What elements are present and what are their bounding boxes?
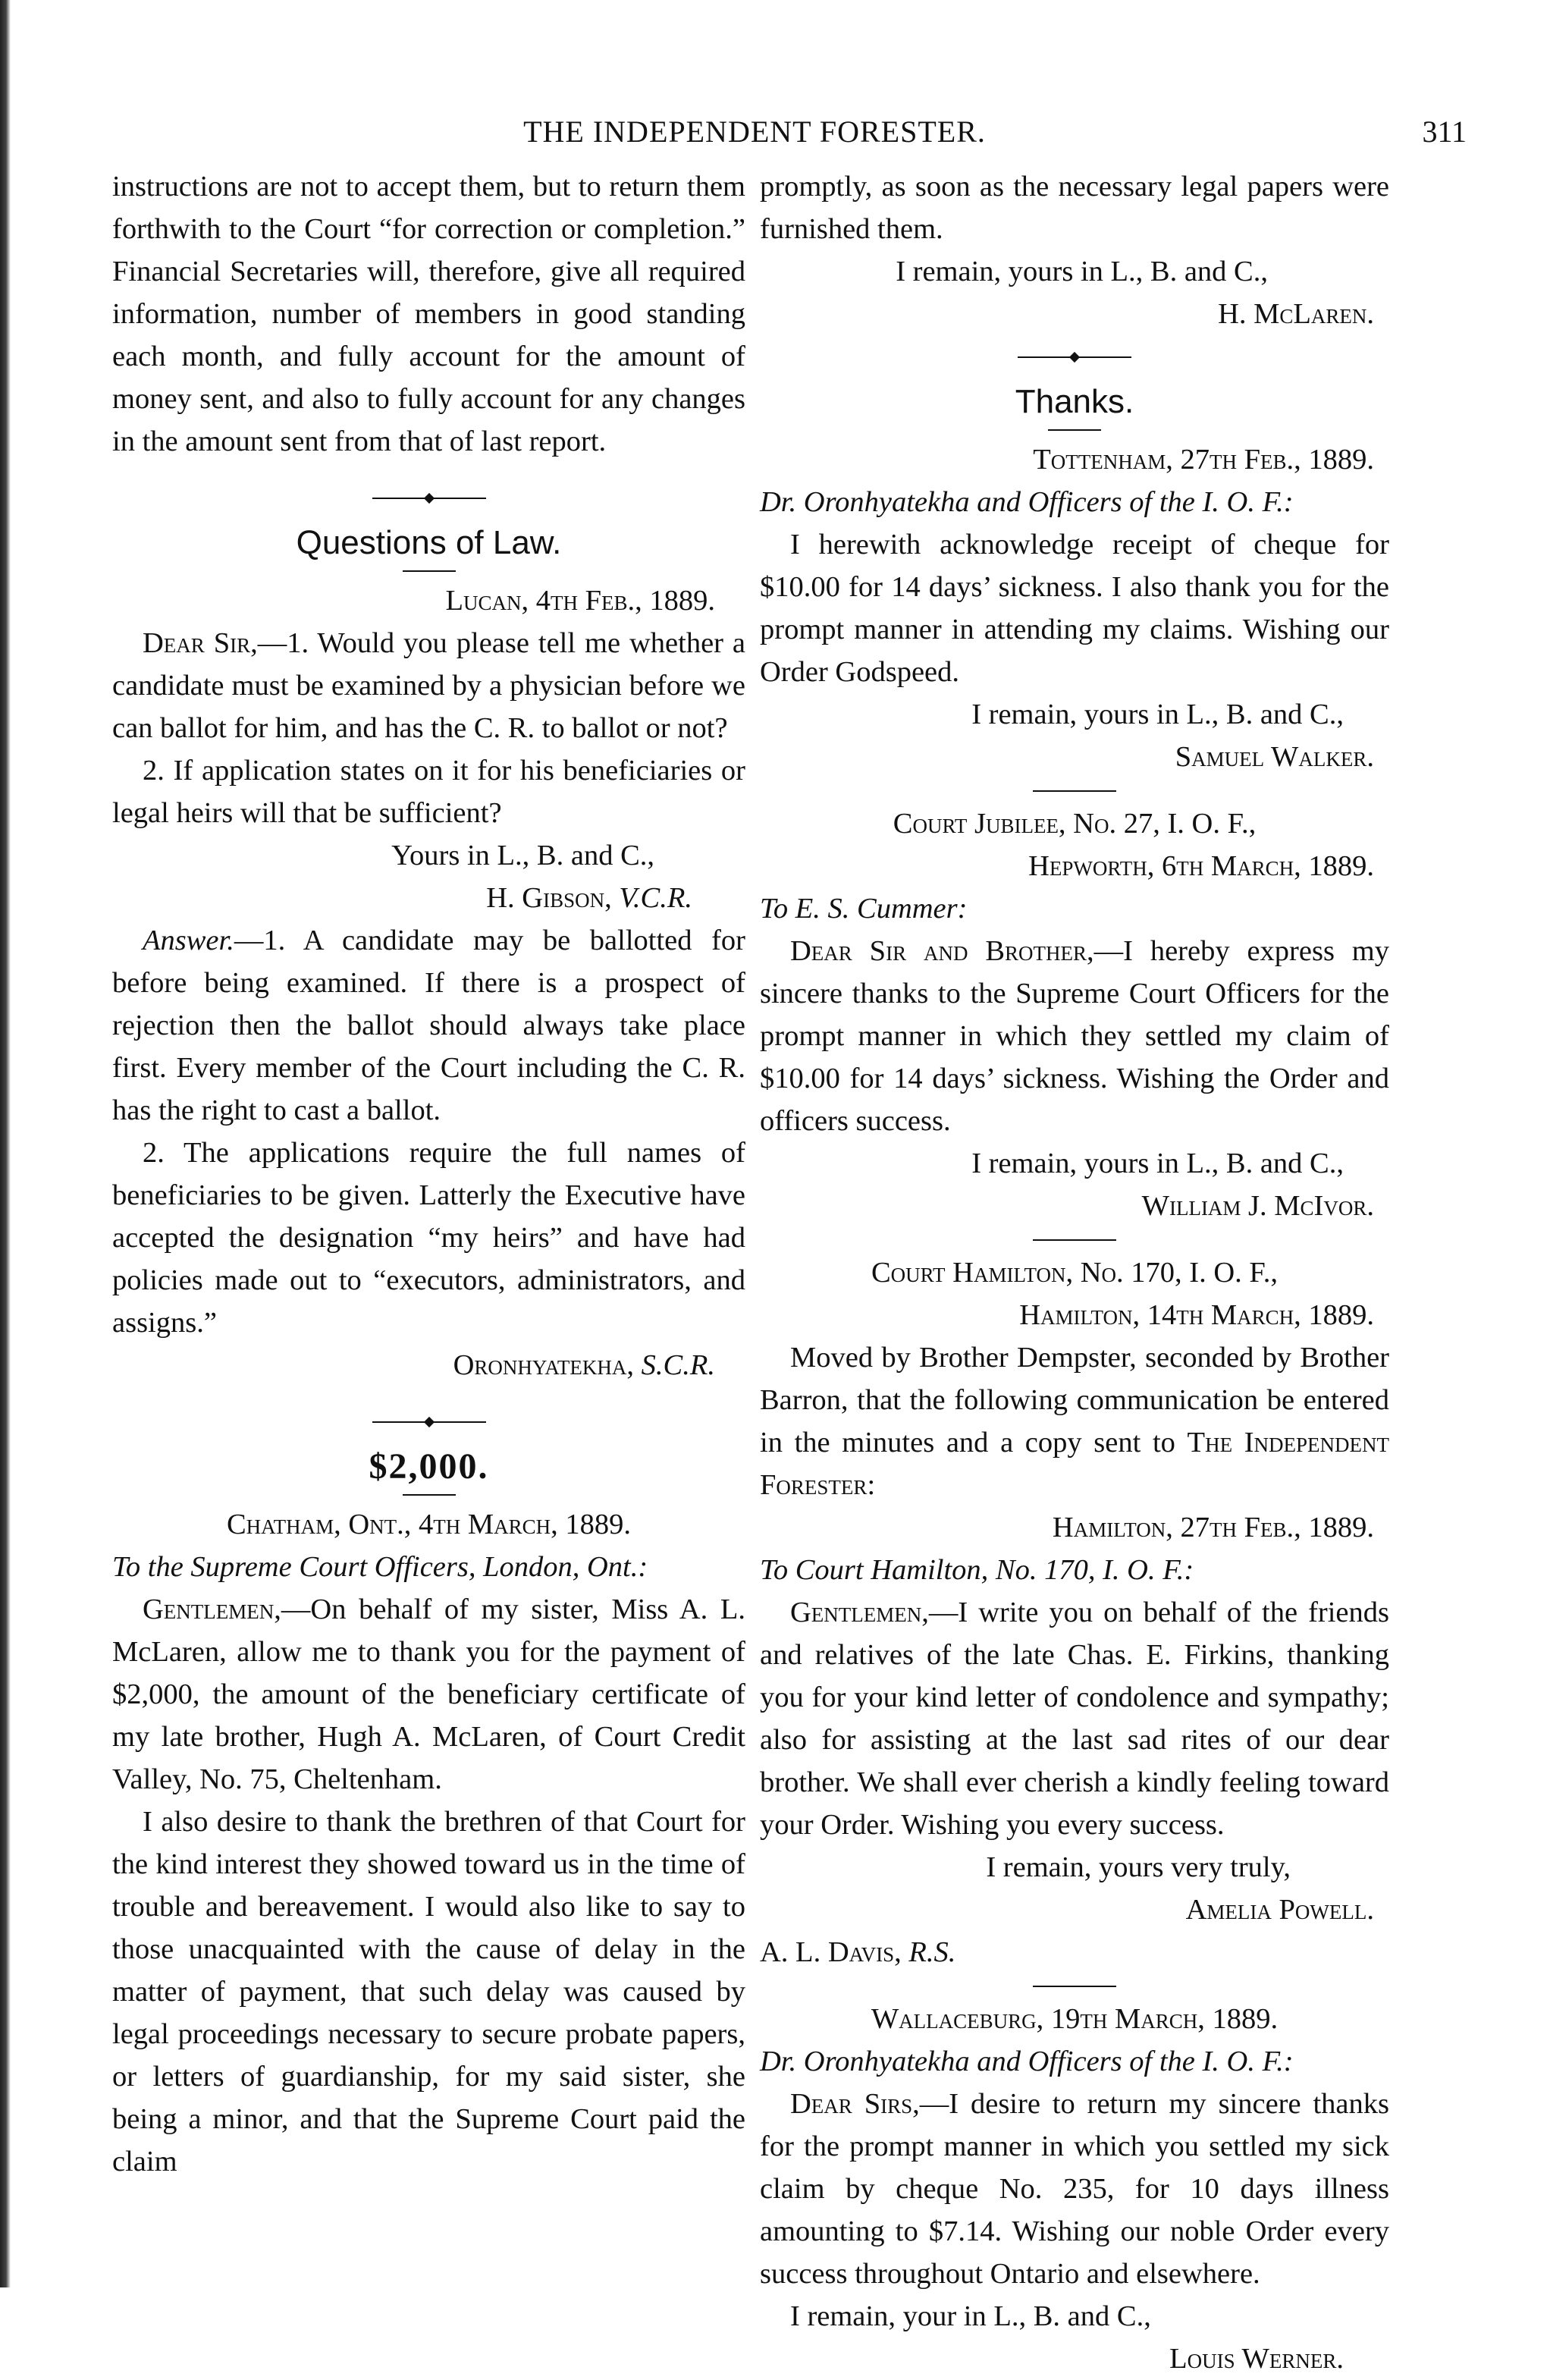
letter4-dateline: Wallaceburg, 19th March, 1889. (871, 2003, 1279, 2035)
amount-dateline: Chatham, Ont., 4th March, 1889. (226, 1509, 632, 1540)
questions-dateline: Lucan, 4th Feb., 1889. (445, 585, 715, 617)
letter1-dateline: Tottenham, 27th Feb., 1889. (1033, 444, 1374, 476)
heading-rule (403, 570, 456, 572)
section-divider (1018, 352, 1131, 363)
intro-paragraph: instructions are not to accept them, but to return them forthwith to the Court “for correction or completion.” Financial Secretaries will, therefore, give all required information, number of members in good standing each month, and fully account for the amount of money sent, and also to fully account for any changes in the amount sent from that of last report. (112, 171, 745, 457)
questions-heading: Questions of Law. (296, 524, 562, 561)
right-column (760, 165, 1389, 2380)
letter3-court: Court Hamilton, No. 170, I. O. F., (871, 1257, 1278, 1289)
answer-signature: Oronhyatekha, S.C.R. (453, 1349, 715, 1381)
letter2-dateline: Hepworth, 6th March, 1889. (1028, 850, 1374, 882)
left-column (112, 165, 745, 2183)
letter-divider (1033, 1239, 1116, 1241)
letter3-signature: Amelia Powell. (1185, 1894, 1374, 1926)
letter4-addressee: Dr. Oronhyatekha and Officers of the I. O. F.: (760, 2046, 1294, 2077)
question-salutation: Dear Sir,— (143, 627, 287, 659)
answer-label: Answer. (143, 925, 234, 956)
answer-2: 2. The applications require the full names of beneficiaries to be given. Latterly the Executive have accepted the designation “my heirs” and have had policies made out to “executors, administrators, and assigns.” (112, 1137, 745, 1339)
letter3-addressee: To Court Hamilton, No. 170, I. O. F.: (760, 1554, 1194, 1586)
letter1-closing: I remain, yours in L., B. and C., (971, 699, 1344, 730)
amount-addressee: To the Supreme Court Officers, London, Ont.: (112, 1551, 648, 1583)
section-divider (372, 493, 486, 504)
amount-heading: $2,000. (369, 1446, 489, 1487)
letter4-body: Dear Sirs,—I desire to return my sincere thanks for the prompt manner in which you settled my sick claim by cheque No. 235, for 10 days illness amounting to $7.14. Wishing our noble Order every success throughout Ontario and elsewhere. (760, 2088, 1389, 2290)
letter1-body: I herewith acknowledge receipt of cheque for $10.00 for 14 days’ sickness. I also thank you for the prompt manner in attending my claims. Wishing our Order Godspeed. (760, 529, 1389, 688)
question-2: 2. If application states on it for his beneficiaries or legal heirs will that be sufficient? (112, 755, 745, 829)
continuation-paragraph: promptly, as soon as the necessary legal papers were furnished them. (760, 171, 1389, 245)
running-header (455, 114, 1467, 159)
letter2-body: Dear Sir and Brother,—I hereby express my sincere thanks to the Supreme Court Officers for the prompt manner in which they settled my claim of $10.00 for 14 days’ sickness. Wishing the Order and officers success. (760, 935, 1389, 1137)
questions-signature: H. Gibson, V.C.R. (486, 882, 692, 914)
letter3-intro: Moved by Brother Dempster, seconded by Brother Barron, that the following communication be entered in the minutes and a copy sent to The Independent Forester: (760, 1342, 1390, 1501)
letter2-addressee: To E. S. Cummer: (760, 893, 968, 925)
letter2-closing: I remain, yours in L., B. and C., (971, 1148, 1344, 1179)
letter3-closing: I remain, yours very truly, (986, 1851, 1291, 1883)
letter3-dateline: Hamilton, 14th March, 1889. (1019, 1299, 1374, 1331)
letter3-body: Gentlemen,—I write you on behalf of the friends and relatives of the late Chas. E. Firkins, thanking you for your kind letter of condolence and sympathy; also for assisting at the last sad rites of our dear brother. We shall ever cherish a kindly feeling toward your Order. Wishing you every success. (760, 1597, 1389, 1841)
answer-1: Answer.—1. A candidate may be ballotted for before being examined. If there is a prospect of rejection then the ballot should always take place first. Every member of the Court including the C. R. has the right to cast a ballot. (112, 925, 745, 1126)
amount-paragraph-1: Gentlemen,—On behalf of my sister, Miss A. L. McLaren, allow me to thank you for the payment of $2,000, the amount of the beneficiary certificate of my late brother, Hugh A. McLaren, of Court Credit Valley, No. 75, Cheltenham. (112, 1593, 745, 1795)
amount-paragraph-2: I also desire to thank the brethren of that Court for the kind interest they showed toward us in the time of trouble and bereavement. I would also like to say to those unacquainted with the cause of delay in the matter of payment, that such delay was caused by legal proceedings necessary to secure probate papers, or letters of guardianship, for my said sister, she being a minor, and that the Supreme Court paid the claim (112, 1806, 745, 2177)
letter1-addressee: Dr. Oronhyatekha and Officers of the I. O. F.: (760, 486, 1294, 518)
question-1: Dear Sir,—1. Would you please tell me whether a candidate must be examined by a physician before we can ballot for him, and has the C. R. to ballot or not? (112, 627, 746, 744)
mclaren-signature: H. McLaren. (1218, 298, 1374, 330)
mclaren-closing: I remain, yours in L., B. and C., (896, 256, 1268, 287)
section-divider (372, 1417, 486, 1427)
page-number: 311 (1422, 115, 1467, 149)
questions-closing: Yours in L., B. and C., (391, 840, 654, 871)
letter3-secretary: A. L. Davis, R.S. (760, 1936, 956, 1968)
binding-edge (0, 0, 11, 2287)
journal-title: THE INDEPENDENT FORESTER. (523, 115, 986, 149)
thanks-heading: Thanks. (1015, 383, 1134, 420)
letter2-signature: William J. McIvor. (1141, 1190, 1374, 1222)
letter2-court: Court Jubilee, No. 27, I. O. F., (893, 808, 1257, 840)
letter1-signature: Samuel Walker. (1175, 741, 1374, 773)
letter4-closing: I remain, your in L., B. and C., (790, 2300, 1151, 2332)
heading-rule (403, 1494, 456, 1496)
heading-rule (1048, 429, 1101, 431)
letter4-signature: Louis Werner. (1169, 2343, 1344, 2375)
letter-divider (1033, 790, 1116, 792)
letter3-inner-dateline: Hamilton, 27th Feb., 1889. (1052, 1512, 1374, 1543)
letter-divider (1033, 1986, 1116, 1987)
